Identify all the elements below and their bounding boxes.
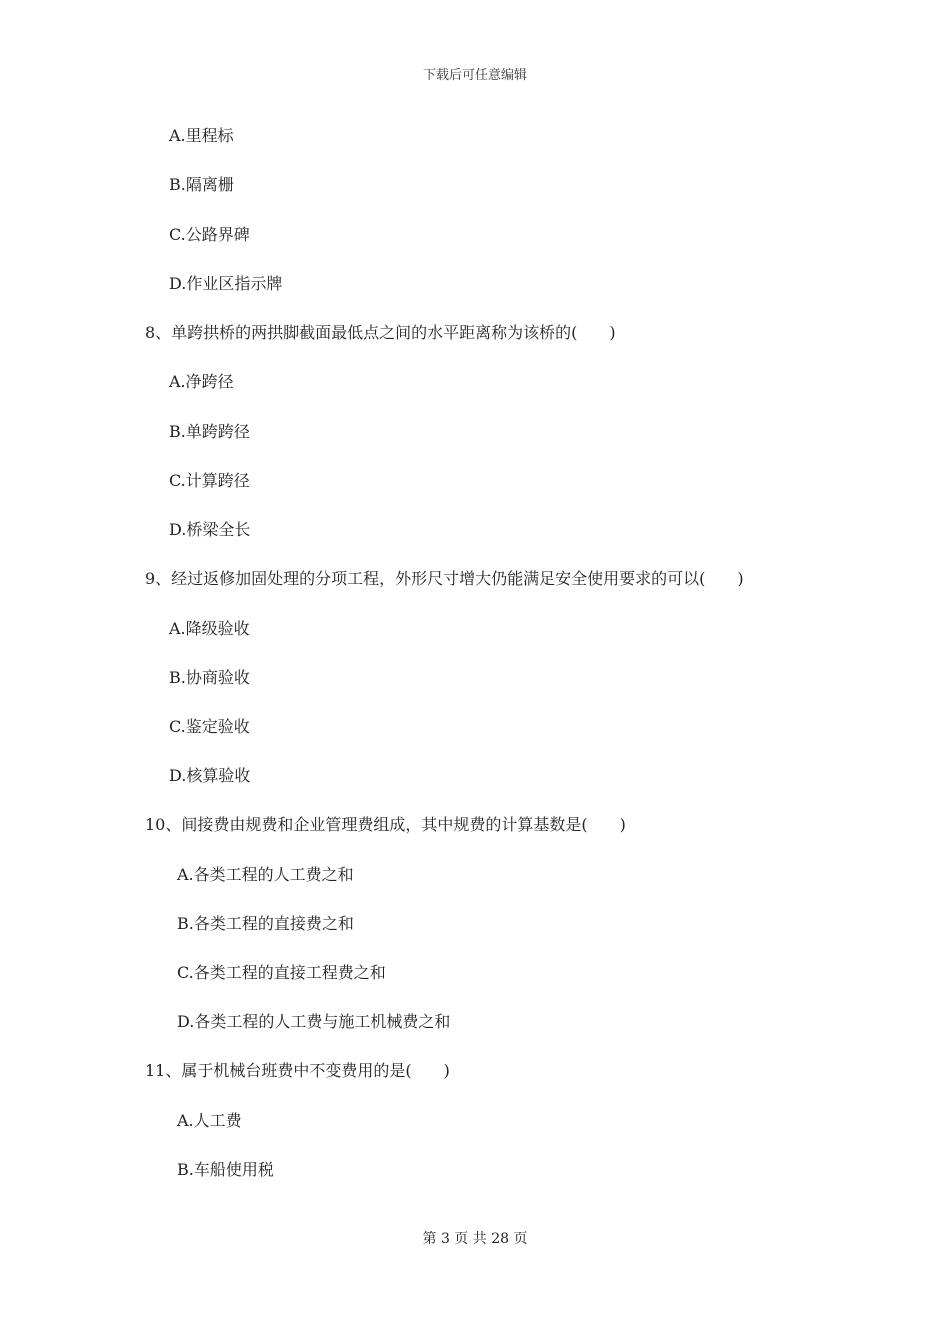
q10-option-c: C.各类工程的直接工程费之和 (177, 963, 386, 982)
q10-option-d: D.各类工程的人工费与施工机械费之和 (177, 1012, 451, 1031)
page-header: 下载后可任意编辑 (422, 68, 527, 83)
q7-option-c: C.公路界碑 (169, 225, 250, 244)
q9-option-c: C.鉴定验收 (169, 717, 250, 736)
q10-option-a: A.各类工程的人工费之和 (177, 865, 354, 884)
page-footer: 第 3 页 共 28 页 (422, 1231, 528, 1247)
q8-option-a: A.净跨径 (169, 372, 234, 391)
q8-option-c: C.计算跨径 (169, 471, 250, 490)
q7-option-d: D.作业区指示牌 (169, 274, 283, 293)
question-9-stem: 9、经过返修加固处理的分项工程，外形尺寸增大仍能满足安全使用要求的可以( ) (145, 569, 744, 588)
question-8-stem: 8、单跨拱桥的两拱脚截面最低点之间的水平距离称为该桥的( ) (145, 323, 616, 342)
q11-option-a: A.人工费 (177, 1111, 242, 1130)
q9-option-d: D.核算验收 (169, 766, 251, 785)
q8-option-d: D.桥梁全长 (169, 520, 251, 539)
q11-option-b: B.车船使用税 (177, 1160, 274, 1179)
q7-option-b: B.隔离栅 (169, 175, 234, 194)
q8-option-b: B.单跨跨径 (169, 422, 250, 441)
q10-option-b: B.各类工程的直接费之和 (177, 914, 354, 933)
question-11-stem: 11、属于机械台班费中不变费用的是( ) (145, 1061, 450, 1080)
q9-option-a: A.降级验收 (169, 619, 250, 638)
q9-option-b: B.协商验收 (169, 668, 250, 687)
q7-option-a: A.里程标 (169, 126, 234, 145)
question-10-stem: 10、间接费由规费和企业管理费组成，其中规费的计算基数是( ) (145, 815, 626, 834)
